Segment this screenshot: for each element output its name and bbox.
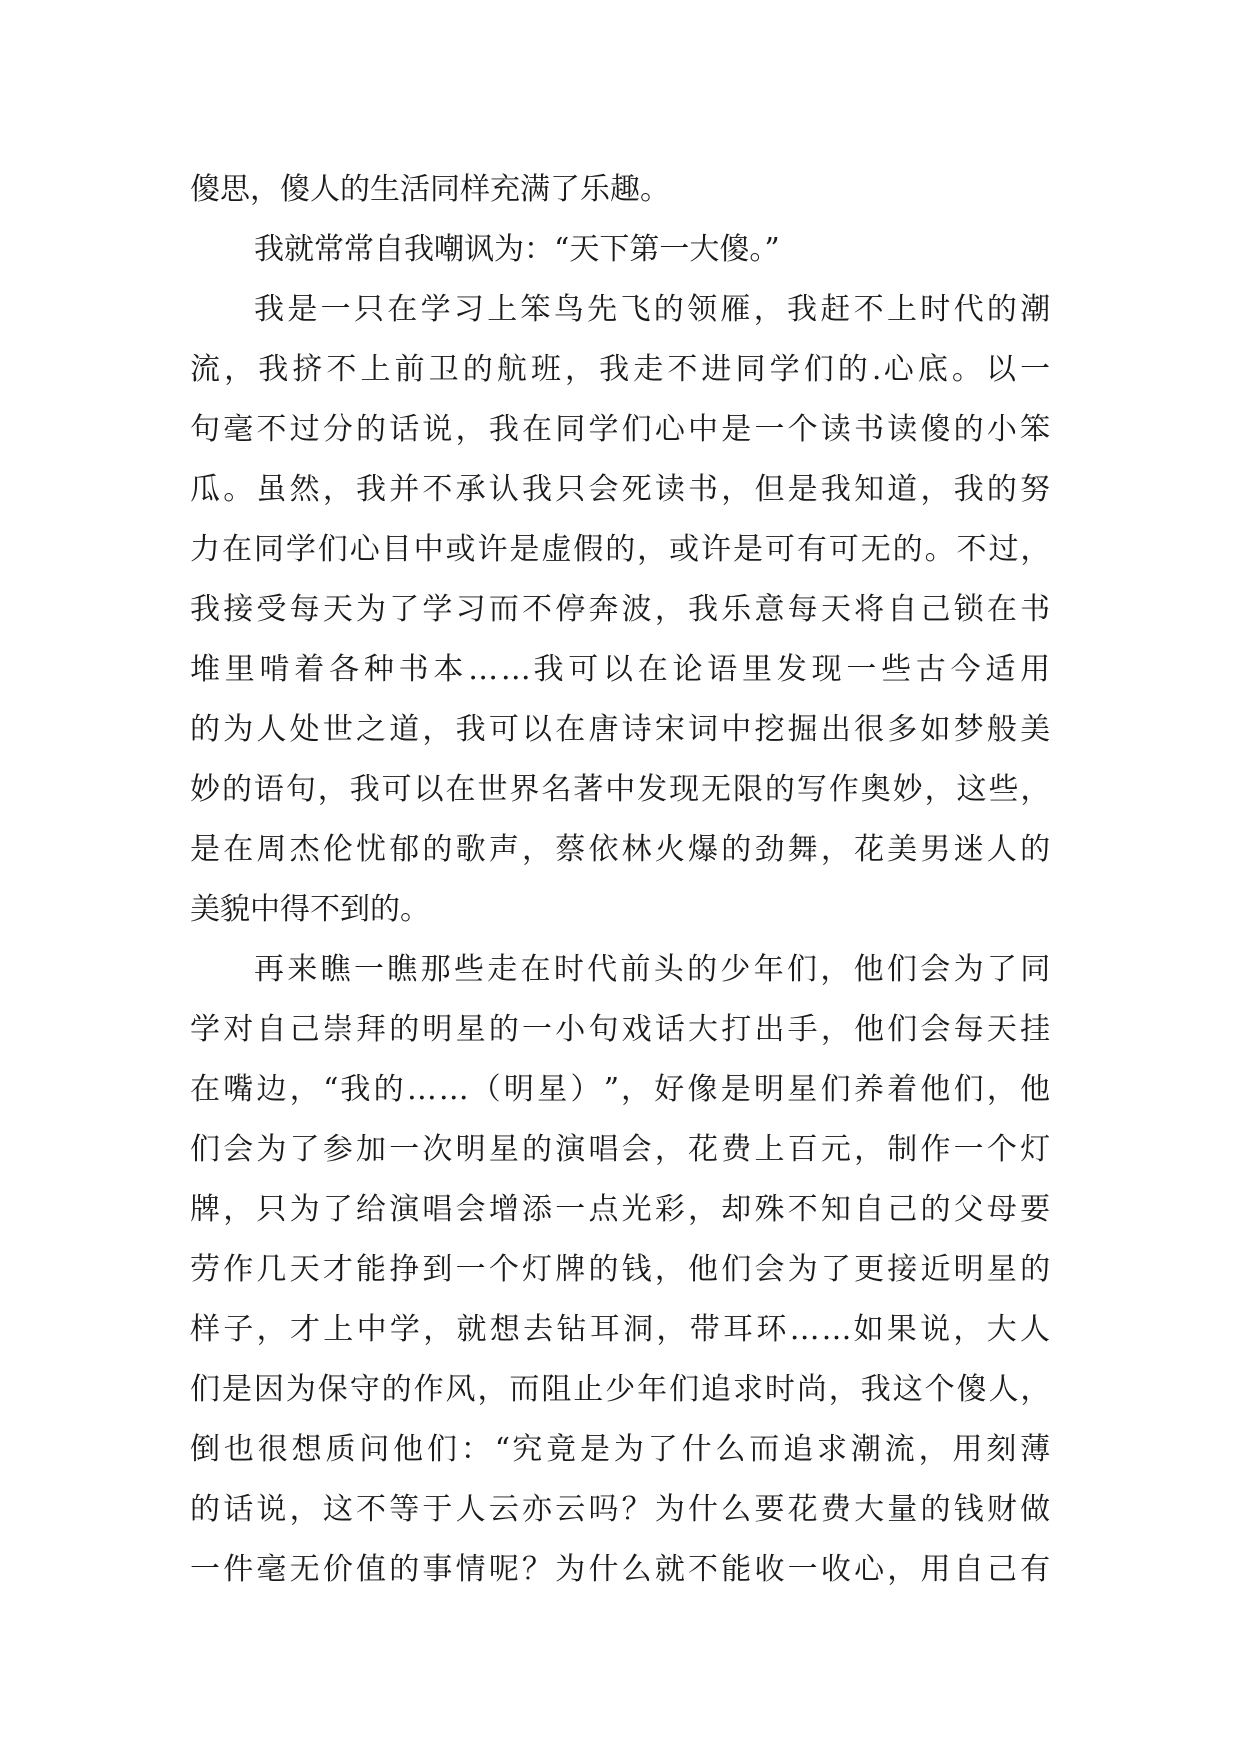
- text-line: 的 话 说 ， 这 不 等 于 人 云 亦 云 吗 ？ 为 什 么 要 花 费 大 量 的 钱 财 做: [190, 1492, 1051, 1527]
- text-line: 劳 作 几 天 才 能 挣 到 一 个 灯 牌 的 钱 ， 他 们 会 为 了 更 接 近 明 星 的: [190, 1252, 1051, 1287]
- document-body: [190, 160, 1050, 1600]
- text-line: 流 ， 我 挤 不 上 前 卫 的 航 班 ， 我 走 不 进 同 学 们 的 . 心 底 。 以 一: [190, 352, 1051, 387]
- text-line: 傻思，傻人的生活同样充满了乐趣。: [190, 172, 670, 207]
- text-line: 我 是 一 只 在 学 习 上 笨 鸟 先 飞 的 领 雁 ， 我 赶 不 上 时 代 的 潮: [254, 292, 1051, 327]
- text-line: 们 是 因 为 保 守 的 作 风 ， 而 阻 止 少 年 们 追 求 时 尚 ， 我 这 个 傻 人 ，: [190, 1372, 1051, 1407]
- text-line: 样 子 ， 才 上 中 学 ， 就 想 去 钻 耳 洞 ， 带 耳 环 … … 如 果 说 ， 大 人: [190, 1312, 1051, 1347]
- text-line: 在 嘴 边 ， “ 我 的 … … （ 明 星 ） ” ， 好 像 是 明 星 们 养 着 他 们 ， 他: [190, 1072, 1051, 1107]
- text-line: 瓜 。 虽 然 ， 我 并 不 承 认 我 只 会 死 读 书 ， 但 是 我 知 道 ， 我 的 努: [190, 472, 1051, 507]
- text-line: 妙 的 语 句 ， 我 可 以 在 世 界 名 著 中 发 现 无 限 的 写 作 奥 妙 ， 这 些 ，: [190, 772, 1051, 807]
- text-line: 是 在 周 杰 伦 忧 郁 的 歌 声 ， 蔡 依 林 火 爆 的 劲 舞 ， 花 美 男 迷 人 的: [190, 832, 1051, 867]
- text-line: 牌 ， 只 为 了 给 演 唱 会 增 添 一 点 光 彩 ， 却 殊 不 知 自 己 的 父 母 要: [190, 1192, 1051, 1227]
- text-line: 力 在 同 学 们 心 目 中 或 许 是 虚 假 的 ， 或 许 是 可 有 可 无 的 。 不 过 ，: [190, 532, 1051, 567]
- text-line: 的 为 人 处 世 之 道 ， 我 可 以 在 唐 诗 宋 词 中 挖 掘 出 很 多 如 梦 般 美: [190, 712, 1051, 747]
- text-line: 再 来 瞧 一 瞧 那 些 走 在 时 代 前 头 的 少 年 们 ， 他 们 会 为 了 同: [254, 952, 1051, 987]
- text-line: 一 件 毫 无 价 值 的 事 情 呢 ？ 为 什 么 就 不 能 收 一 收 心 ， 用 自 己 有: [190, 1552, 1051, 1587]
- text-line: 句 毫 不 过 分 的 话 说 ， 我 在 同 学 们 心 中 是 一 个 读 书 读 傻 的 小 笨: [190, 412, 1051, 447]
- text-line: 堆 里 啃 着 各 种 书 本 … … 我 可 以 在 论 语 里 发 现 一 些 古 今 适 用: [190, 652, 1051, 687]
- text-line: 学 对 自 己 崇 拜 的 明 星 的 一 小 句 戏 话 大 打 出 手 ， 他 们 会 每 天 挂: [190, 1012, 1051, 1047]
- text-line: 我就常常自我嘲讽为：“天下第一大傻。”: [254, 232, 780, 267]
- text-line: 美貌中得不到的。: [190, 892, 430, 927]
- text-line: 倒 也 很 想 质 问 他 们 ： “ 究 竟 是 为 了 什 么 而 追 求 潮 流 ， 用 刻 薄: [190, 1432, 1051, 1467]
- text-line: 我 接 受 每 天 为 了 学 习 而 不 停 奔 波 ， 我 乐 意 每 天 将 自 己 锁 在 书: [190, 592, 1051, 627]
- text-line: 们 会 为 了 参 加 一 次 明 星 的 演 唱 会 ， 花 费 上 百 元 ， 制 作 一 个 灯: [190, 1132, 1051, 1167]
